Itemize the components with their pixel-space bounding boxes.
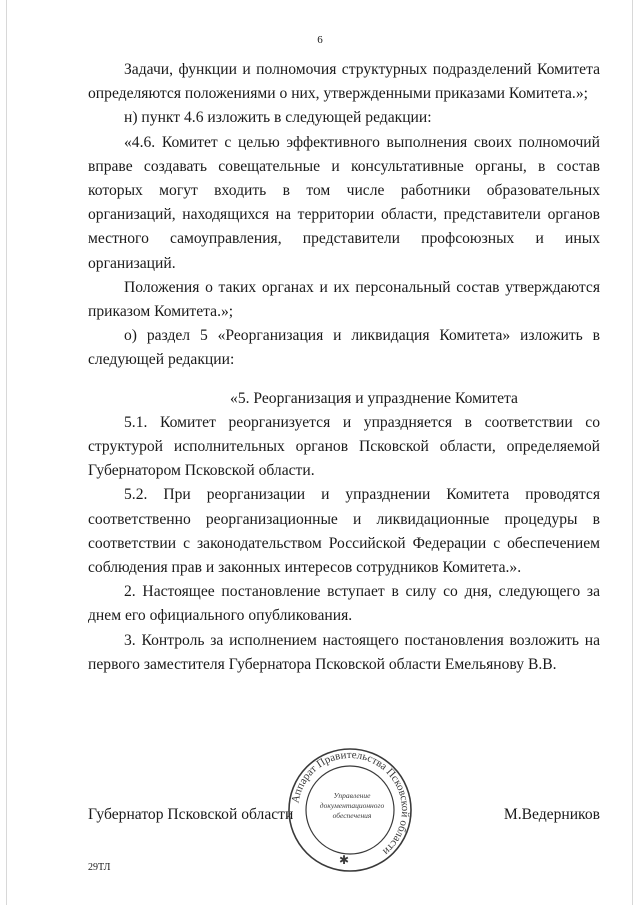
star-icon: ✱ bbox=[338, 853, 350, 867]
paragraph: о) раздел 5 «Реорганизация и ликвидация Комитета» изложить в следующей редакции: bbox=[88, 327, 600, 369]
scan-edge-left bbox=[6, 0, 7, 905]
stamp-outer-text: Аппарат Правительства Псковской области bbox=[289, 748, 412, 858]
signatory-name: М.Ведерников bbox=[503, 806, 600, 823]
paragraph: 3. Контроль за исполнением настоящего постановления возложить на первого заместителя Губернатора Псковской области Емельянову В.В. bbox=[88, 631, 600, 673]
section-heading: «5. Реорганизация и упразднение Комитета bbox=[230, 389, 518, 407]
stamp-inner-line: Управление bbox=[333, 791, 371, 800]
signatory-title: Губернатор Псковской области bbox=[88, 806, 294, 823]
paragraph: «4.6. Комитет с целью эффективного выполнения своих полномочий вправе создавать совещательные и консультативные органы, в состав которых могут входить в том числе работники образовательных организаций, находящихся на территории области, представители органов местного самоуправления, представители профсоюзных и иных организаций. bbox=[88, 133, 600, 272]
page-number: 6 bbox=[317, 34, 323, 46]
stamp-inner-line: обеспечения bbox=[332, 811, 372, 820]
document-code: 29ТЛ bbox=[88, 862, 111, 873]
official-stamp bbox=[286, 746, 414, 874]
paragraph: н) пункт 4.6 изложить в следующей редакции: bbox=[124, 109, 432, 127]
stamp-inner-line: документационного bbox=[319, 801, 385, 810]
paragraph: 5.1. Комитет реорганизуется и упраздняется в соответствии со структурой исполнительных органов Псковской области, определяемой Губернатором Псковской области. bbox=[88, 413, 600, 480]
scan-edge-right bbox=[632, 0, 633, 905]
paragraph: 2. Настоящее постановление вступает в силу со дня, следующего за днем его официального опубликования. bbox=[88, 583, 600, 625]
paragraph: Задачи, функции и полномочия структурных подразделений Комитета определяются положениями о них, утвержденными приказами Комитета.»; bbox=[88, 61, 600, 103]
document-body bbox=[88, 58, 600, 677]
paragraph: Положения о таких органах и их персональный состав утверждаются приказом Комитета.»; bbox=[88, 278, 600, 321]
paragraph: 5.2. При реорганизации и упразднении Комитета проводятся соответственно реорганизационные и ликвидационные процедуры в соответствии с законодательством Российской Федерации с обеспечением соблюдения прав и законных интересов сотрудников Комитета.». bbox=[88, 486, 600, 577]
